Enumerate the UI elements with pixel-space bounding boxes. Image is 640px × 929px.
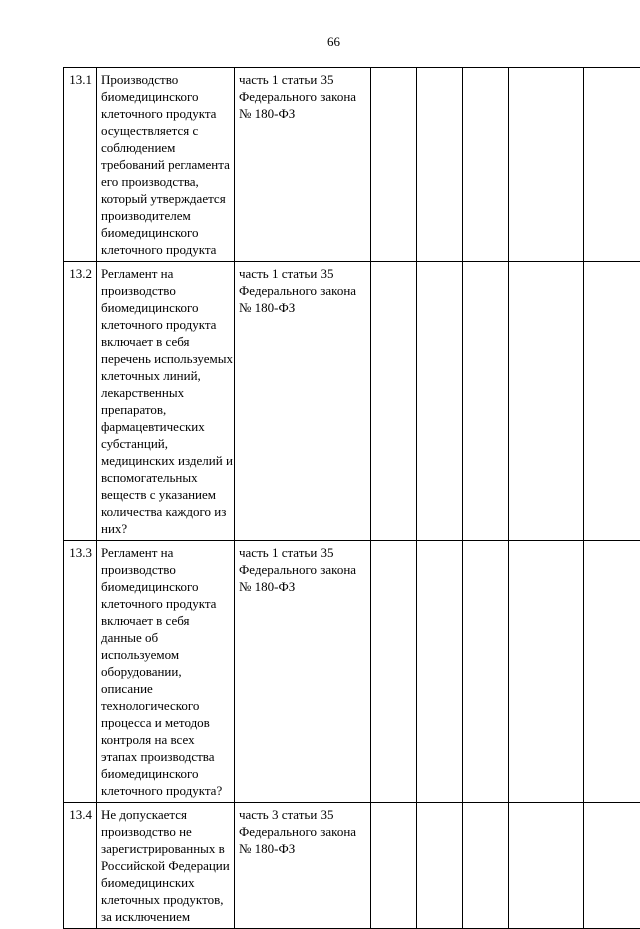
table-row xyxy=(64,803,640,929)
table-row xyxy=(64,68,640,262)
legal-basis-line: № 180-ФЗ xyxy=(239,840,366,857)
legal-basis-line: № 180-ФЗ xyxy=(239,105,366,122)
question-line: лекарственных xyxy=(101,384,230,401)
legal-basis-cell xyxy=(235,262,371,541)
question-line: Регламент на xyxy=(101,544,230,561)
item-number: 13.3 xyxy=(64,541,97,803)
question-cell xyxy=(97,68,235,262)
question-line: клеточного продукта xyxy=(101,241,230,258)
legal-basis-line: Федерального закона xyxy=(239,823,366,840)
question-line: оборудовании, xyxy=(101,663,230,680)
answer-cell xyxy=(371,68,417,262)
question-line: соблюдением xyxy=(101,139,230,156)
answer-cell xyxy=(371,803,417,929)
table-row xyxy=(64,262,640,541)
question-line: препаратов, xyxy=(101,401,230,418)
legal-basis-line: часть 1 статьи 35 xyxy=(239,265,366,282)
question-line: субстанций, xyxy=(101,435,230,452)
question-line: производство xyxy=(101,561,230,578)
answer-cell xyxy=(371,262,417,541)
question-cell xyxy=(97,541,235,803)
answer-cell xyxy=(463,262,509,541)
table-body xyxy=(64,68,640,929)
legal-basis-cell xyxy=(235,541,371,803)
answer-cell xyxy=(417,262,463,541)
question-line: Производство xyxy=(101,71,230,88)
answer-cell xyxy=(463,68,509,262)
question-line: клеточного продукта xyxy=(101,105,230,122)
question-line: биомедицинского xyxy=(101,88,230,105)
legal-basis-line: Федерального закона xyxy=(239,282,366,299)
question-line: описание xyxy=(101,680,230,697)
question-line: производителем xyxy=(101,207,230,224)
question-line: за исключением xyxy=(101,908,230,925)
question-line: количества каждого из xyxy=(101,503,230,520)
question-cell xyxy=(97,262,235,541)
question-line: включает в себя xyxy=(101,333,230,350)
question-line: Не допускается xyxy=(101,806,230,823)
answer-cell xyxy=(417,541,463,803)
legal-basis-line: часть 1 статьи 35 xyxy=(239,544,366,561)
question-line: технологического xyxy=(101,697,230,714)
answer-cell xyxy=(417,68,463,262)
question-line: биомедицинского xyxy=(101,299,230,316)
question-line: биомедицинских xyxy=(101,874,230,891)
question-line: них? xyxy=(101,520,230,537)
question-line: Регламент на xyxy=(101,265,230,282)
answer-cell xyxy=(463,803,509,929)
answer-cell xyxy=(509,262,584,541)
item-number: 13.1 xyxy=(64,68,97,262)
question-line: производство не xyxy=(101,823,230,840)
answer-cell xyxy=(509,68,584,262)
answer-cell xyxy=(463,541,509,803)
question-line: перечень используемых xyxy=(101,350,230,367)
question-cell xyxy=(97,803,235,929)
legal-basis-line: Федерального закона xyxy=(239,561,366,578)
answer-cell xyxy=(584,541,640,803)
answer-cell xyxy=(371,541,417,803)
answer-cell xyxy=(584,803,640,929)
question-line: процесса и методов xyxy=(101,714,230,731)
question-line: зарегистрированных в xyxy=(101,840,230,857)
question-line: вспомогательных xyxy=(101,469,230,486)
question-line: биомедицинского xyxy=(101,224,230,241)
legal-basis-line: № 180-ФЗ xyxy=(239,299,366,316)
question-line: клеточного продукта? xyxy=(101,782,230,799)
question-line: веществ с указанием xyxy=(101,486,230,503)
legal-basis-line: часть 3 статьи 35 xyxy=(239,806,366,823)
question-line: биомедицинского xyxy=(101,578,230,595)
question-line: который утверждается xyxy=(101,190,230,207)
legal-basis-line: Федерального закона xyxy=(239,88,366,105)
question-line: клеточных линий, xyxy=(101,367,230,384)
legal-basis-cell xyxy=(235,803,371,929)
question-line: фармацевтических xyxy=(101,418,230,435)
question-line: Российской Федерации xyxy=(101,857,230,874)
legal-basis-line: № 180-ФЗ xyxy=(239,578,366,595)
item-number: 13.2 xyxy=(64,262,97,541)
question-line: данные об xyxy=(101,629,230,646)
question-line: клеточного продукта xyxy=(101,316,230,333)
question-line: медицинских изделий и xyxy=(101,452,230,469)
legal-basis-cell xyxy=(235,68,371,262)
question-line: контроля на всех xyxy=(101,731,230,748)
answer-cell xyxy=(509,803,584,929)
table-row xyxy=(64,541,640,803)
question-line: клеточных продуктов, xyxy=(101,891,230,908)
answer-cell xyxy=(509,541,584,803)
question-line: биомедицинского xyxy=(101,765,230,782)
question-line: осуществляется с xyxy=(101,122,230,139)
checklist-table xyxy=(63,67,640,929)
question-line: требований регламента xyxy=(101,156,230,173)
question-line: используемом xyxy=(101,646,230,663)
legal-basis-line: часть 1 статьи 35 xyxy=(239,71,366,88)
question-line: клеточного продукта xyxy=(101,595,230,612)
page-number: 66 xyxy=(0,34,640,50)
answer-cell xyxy=(417,803,463,929)
question-line: этапах производства xyxy=(101,748,230,765)
question-line: производство xyxy=(101,282,230,299)
question-line: его производства, xyxy=(101,173,230,190)
item-number: 13.4 xyxy=(64,803,97,929)
question-line: включает в себя xyxy=(101,612,230,629)
answer-cell xyxy=(584,68,640,262)
answer-cell xyxy=(584,262,640,541)
